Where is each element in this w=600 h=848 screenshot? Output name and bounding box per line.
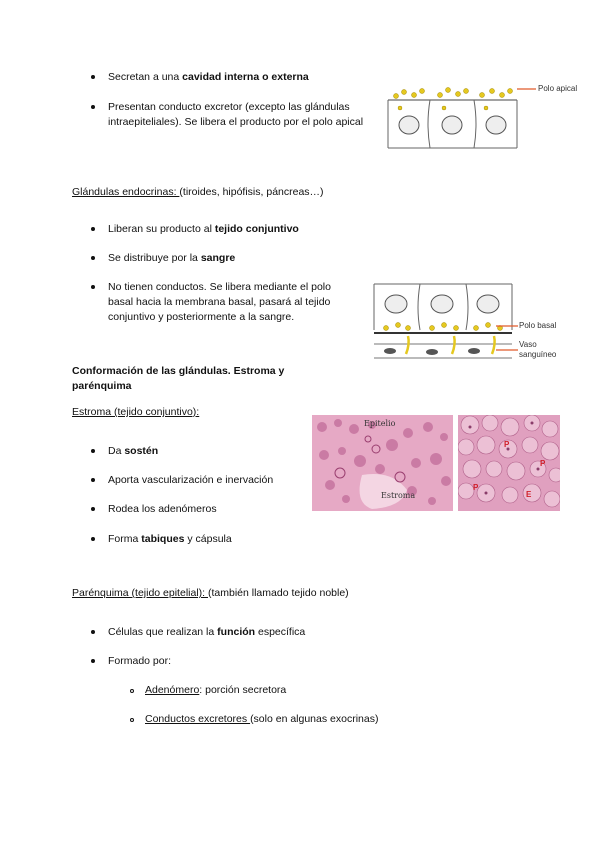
bullet-dot <box>91 105 95 109</box>
section-heading: Glándulas endocrinas: (tiroides, hipófisis, páncreas…) <box>72 186 324 198</box>
micrograph-label-top: Epitelio <box>364 419 396 428</box>
bullet-dot <box>91 449 95 453</box>
micrograph-label: P <box>540 459 546 468</box>
bullet-dot <box>91 75 95 79</box>
figure-label-vessel: Vaso <box>519 340 537 349</box>
list-item: No tienen conductos. Se libera mediante el polo basal hacia la membrana basal, pasará al tejido conjuntivo y posteriormente a la sangre. <box>108 281 331 323</box>
apical-pole-diagram <box>382 80 542 152</box>
section-heading: Estroma (tejido conjuntivo): <box>72 406 200 418</box>
section-heading: Parénquima (tejido epitelial): (también llamado tejido noble) <box>72 587 349 599</box>
micrograph-label: E <box>526 490 532 499</box>
bullet-dot <box>91 478 95 482</box>
figure-label-basal: Polo basal <box>519 321 557 330</box>
bullet-dot <box>91 256 95 260</box>
figure-label-apical: Polo apical <box>538 84 578 93</box>
sub-list-item: Conductos excretores (solo en algunas exocrinas) <box>145 713 379 725</box>
bullet-dot <box>91 659 95 663</box>
bullet-dot <box>91 630 95 634</box>
sub-bullet-circle <box>130 718 134 722</box>
list-item: Se distribuye por la sangre <box>108 252 236 264</box>
micrograph-label-bottom: Estroma <box>381 491 416 500</box>
micrograph-label: P <box>473 483 479 492</box>
section-title: Conformación de las glándulas. Estroma y parénquima <box>72 365 285 392</box>
basal-pole-diagram <box>370 278 518 370</box>
sub-bullet-circle <box>130 689 134 693</box>
list-item: Presentan conducto excretor (excepto las glándulas intraepiteliales). Se libera el producto por el polo apical <box>108 101 364 128</box>
bullet-dot <box>91 507 95 511</box>
bullet-dot <box>91 285 95 289</box>
list-item: Rodea los adenómeros <box>108 503 217 515</box>
bullet-dot <box>91 227 95 231</box>
bullet-dot <box>91 537 95 541</box>
micrograph-label: P <box>504 440 510 449</box>
list-item: Forma tabiques y cápsula <box>108 533 232 545</box>
sub-list-item: Adenómero: porción secretora <box>145 684 287 696</box>
figure-label-vessel-2: sanguíneo <box>519 350 557 359</box>
list-item: Liberan su producto al tejido conjuntivo <box>108 223 299 235</box>
list-item: Aporta vascularización e inervación <box>108 474 274 486</box>
list-item: Formado por: <box>108 655 172 667</box>
list-item: Células que realizan la función específica <box>108 626 306 638</box>
list-item: Da sostén <box>108 445 159 457</box>
list-item: Secretan a una cavidad interna o externa <box>108 71 309 83</box>
